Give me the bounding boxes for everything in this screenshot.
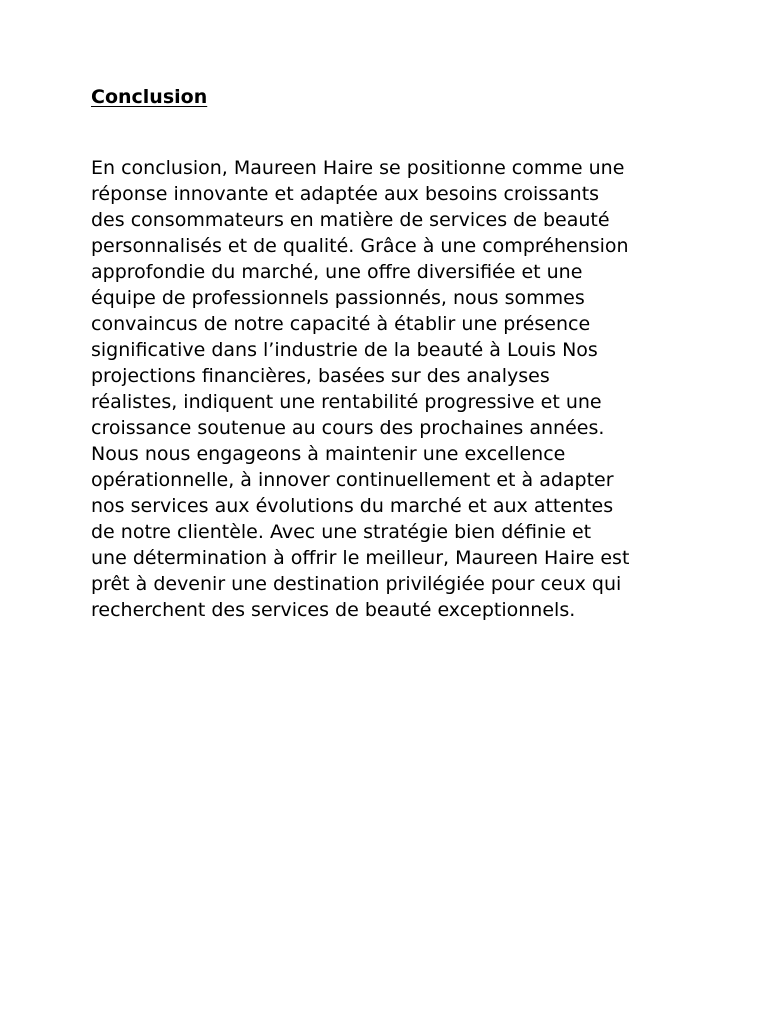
paragraph-line: de notre clientèle. Avec une stratégie bien définie et: [91, 521, 592, 543]
paragraph-line: En conclusion, Maureen Haire se positionne comme une: [91, 157, 625, 179]
paragraph-line: recherchent des services de beauté exceptionnels.: [91, 599, 576, 621]
paragraph-line: nos services aux évolutions du marché et aux attentes: [91, 495, 614, 517]
paragraph-line: croissance soutenue au cours des prochaines années.: [91, 417, 605, 439]
paragraph-line: des consommateurs en matière de services de beauté: [91, 209, 610, 231]
conclusion-paragraph: [91, 155, 691, 623]
paragraph-line: significative dans l’industrie de la beauté à Louis Nos: [91, 339, 598, 361]
paragraph-line: une détermination à offrir le meilleur, Maureen Haire est: [91, 547, 630, 569]
paragraph-line: équipe de professionnels passionnés, nous sommes: [91, 287, 585, 309]
section-heading: Conclusion: [91, 86, 208, 108]
paragraph-line: Nous nous engageons à maintenir une excellence: [91, 443, 566, 465]
paragraph-line: opérationnelle, à innover continuellement et à adapter: [91, 469, 614, 491]
paragraph-line: réalistes, indiquent une rentabilité progressive et une: [91, 391, 602, 413]
paragraph-line: approfondie du marché, une offre diversifiée et une: [91, 261, 583, 283]
paragraph-line: personnalisés et de qualité. Grâce à une compréhension: [91, 235, 629, 257]
paragraph-line: convaincus de notre capacité à établir une présence: [91, 313, 591, 335]
paragraph-line: projections financières, basées sur des analyses: [91, 365, 550, 387]
paragraph-line: prêt à devenir une destination privilégiée pour ceux qui: [91, 573, 622, 595]
paragraph-line: réponse innovante et adaptée aux besoins croissants: [91, 183, 600, 205]
